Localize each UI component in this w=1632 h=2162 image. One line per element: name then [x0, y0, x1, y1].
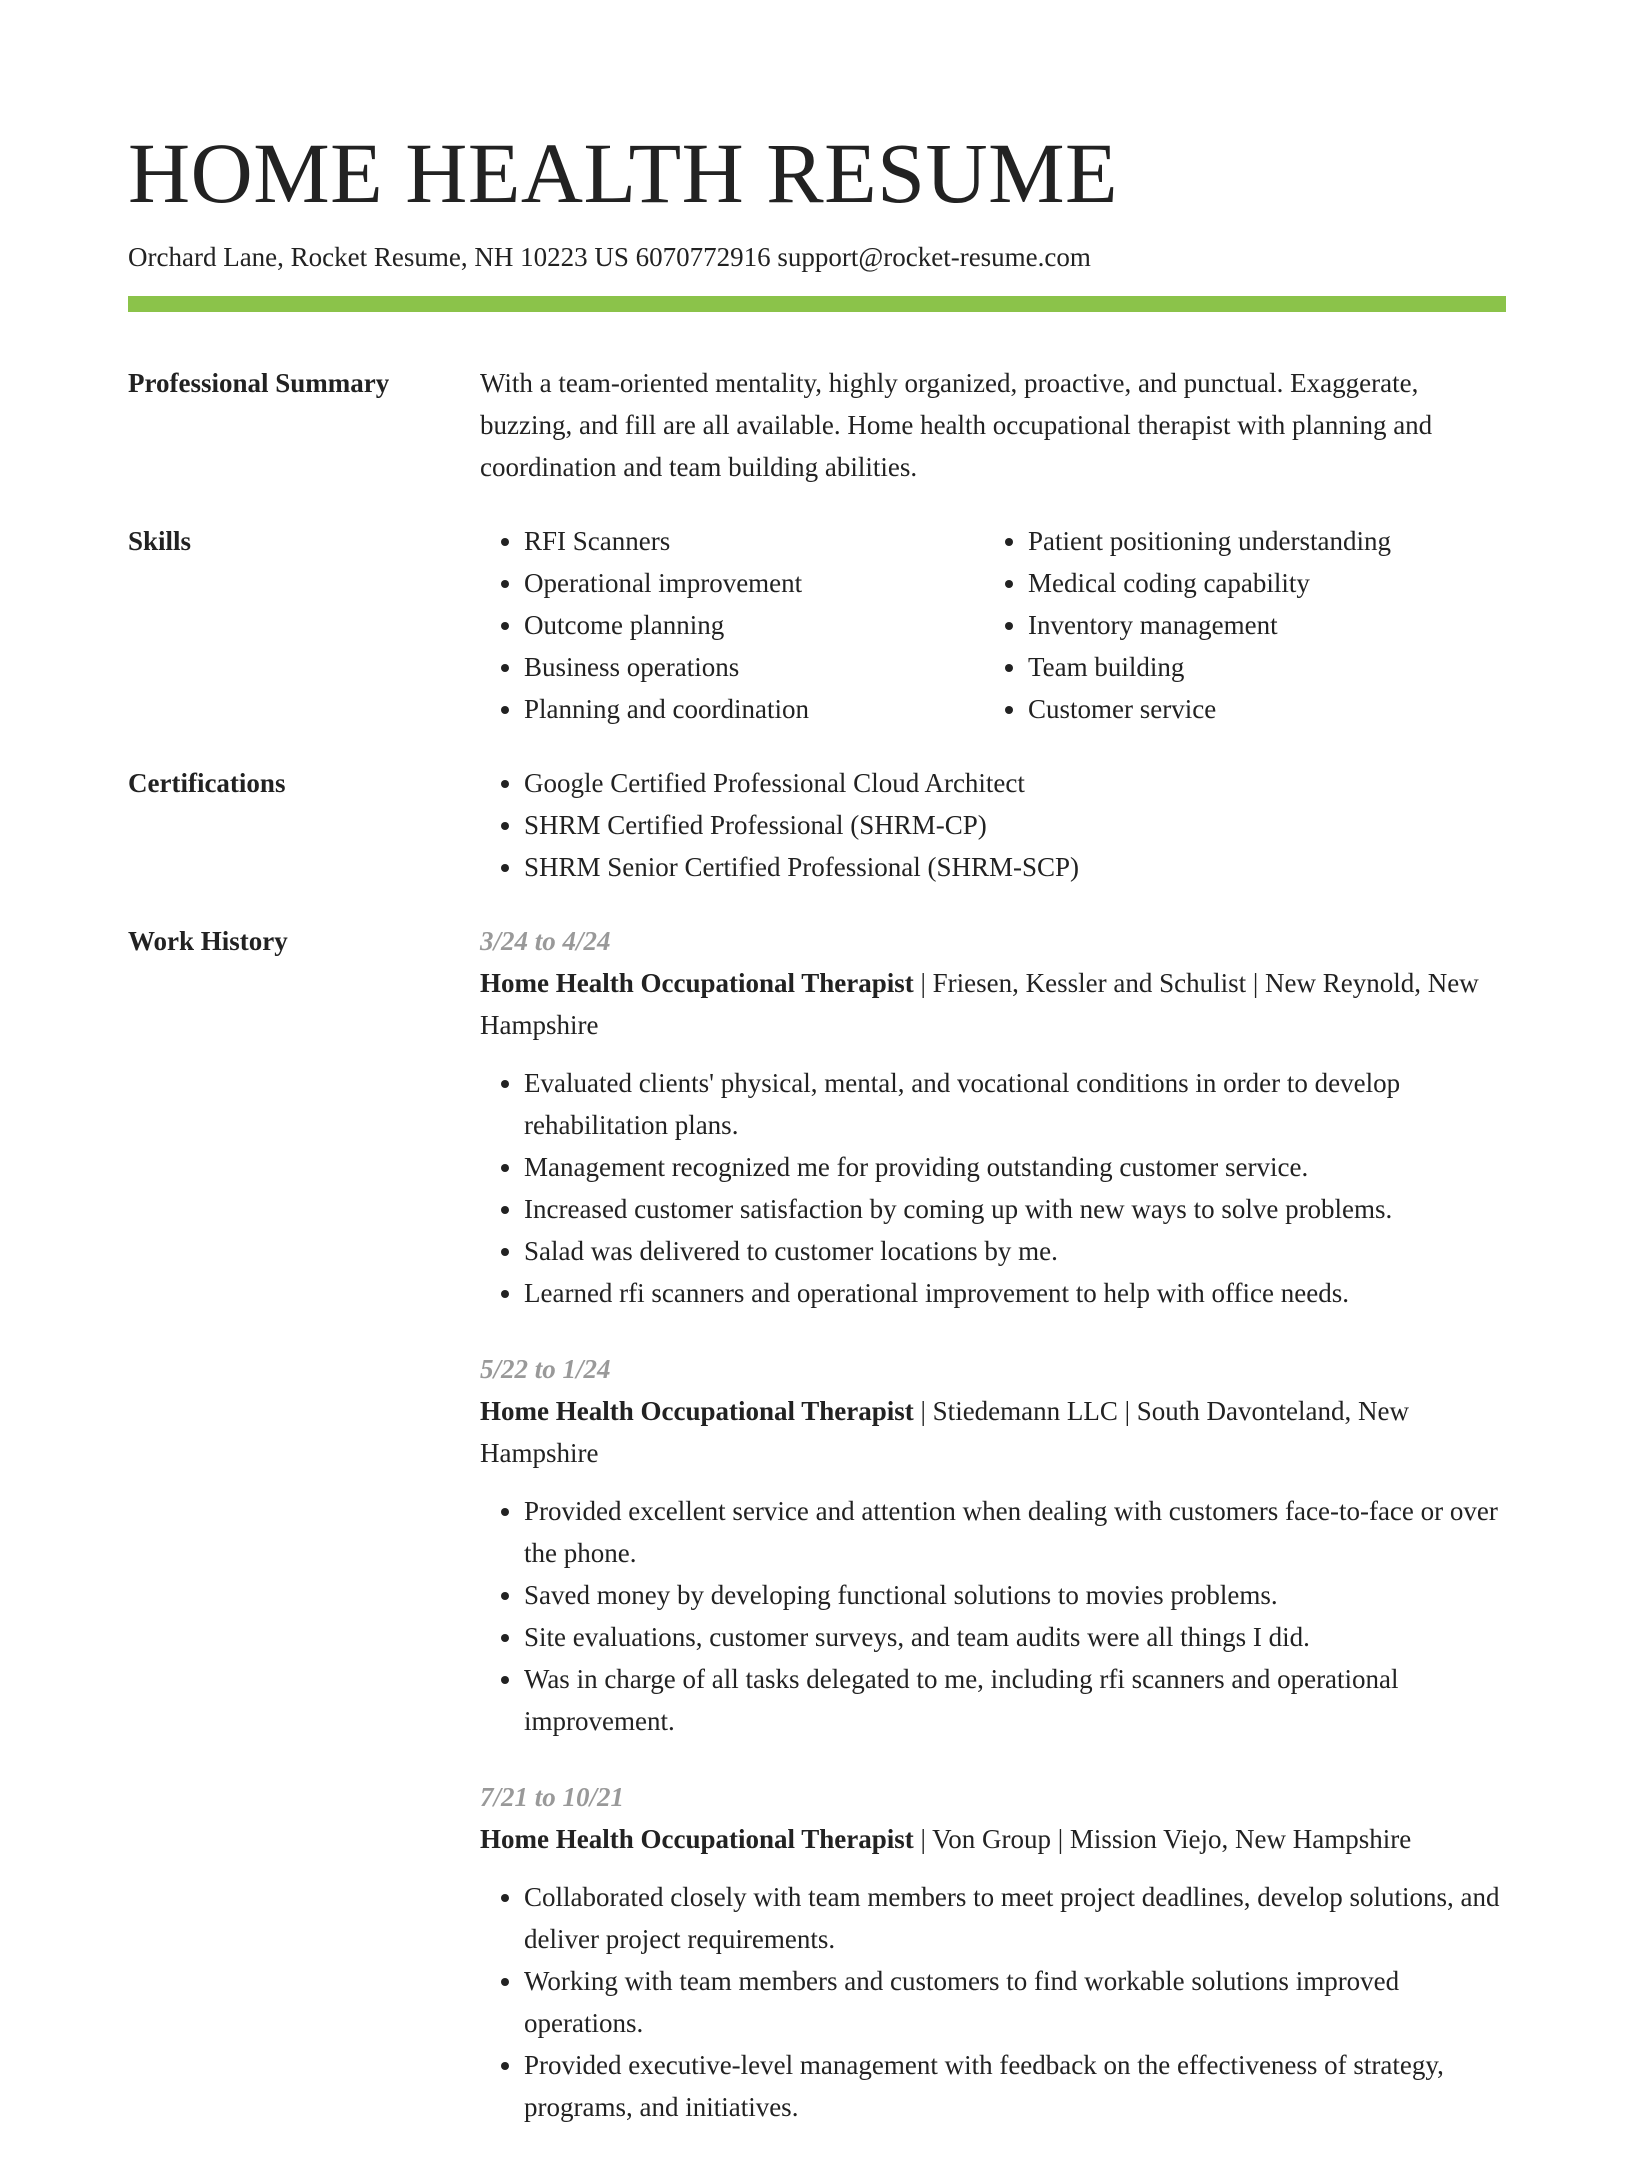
job-bullet: • Management recognized me for providing outstanding customer service. [524, 1146, 1506, 1188]
skill-item: • Inventory management [1028, 604, 1488, 646]
job-bullet: • Site evaluations, customer surveys, and team audits were all things I did. [524, 1616, 1506, 1658]
job-bullet: • Was in charge of all tasks delegated to me, including rfi scanners and operational improvement. [524, 1658, 1506, 1742]
job-bullets [480, 1490, 1506, 1742]
resume-title: HOME HEALTH RESUME [128, 125, 1119, 221]
skills-section [128, 520, 1506, 730]
job-employer-location: | Friesen, Kessler and Schulist | New Reynold, New Hampshire [480, 968, 1479, 1041]
skill-item: • Business operations [524, 646, 984, 688]
certification-item: • Google Certified Professional Cloud Architect [524, 762, 1506, 804]
certifications-list [480, 762, 1506, 888]
job-entry [480, 920, 1506, 1314]
contact-line: Orchard Lane, Rocket Resume, NH 10223 US 6070772916 support@rocket-resume.com [128, 242, 1091, 272]
certification-item: • SHRM Senior Certified Professional (SHRM-SCP) [524, 846, 1506, 888]
skill-item: • Patient positioning understanding [1028, 520, 1488, 562]
accent-divider [128, 296, 1506, 312]
job-title: Home Health Occupational Therapist [480, 1824, 914, 1855]
job-bullets [480, 1062, 1506, 1314]
job-employer-location: | Stiedemann LLC | South Davonteland, New Hampshire [480, 1396, 1409, 1469]
certifications-body [480, 762, 1506, 888]
certification-item: • SHRM Certified Professional (SHRM-CP) [524, 804, 1506, 846]
skills-columns [480, 520, 1506, 730]
skills-column-1 [480, 520, 984, 730]
job-heading [480, 1818, 1506, 1860]
job-dates: 7/21 to 10/21 [480, 1782, 625, 1813]
job-title: Home Health Occupational Therapist [480, 968, 914, 999]
skills-list-2 [984, 520, 1488, 730]
work-history-section [128, 920, 1506, 2162]
skill-item: • Customer service [1028, 688, 1488, 730]
skills-list-1 [480, 520, 984, 730]
job-bullet: • Provided executive-level management with feedback on the effectiveness of strategy, programs, and initiatives. [524, 2044, 1506, 2128]
job-bullet: • Provided excellent service and attention when dealing with customers face-to-face or over the phone. [524, 1490, 1506, 1574]
job-bullet: • Increased customer satisfaction by coming up with new ways to solve problems. [524, 1188, 1506, 1230]
section-label-skills: Skills [128, 526, 192, 557]
skill-item: • RFI Scanners [524, 520, 984, 562]
job-bullet: • Salad was delivered to customer locations by me. [524, 1230, 1506, 1272]
certifications-section [128, 762, 1506, 888]
job-entry [480, 1348, 1506, 1742]
job-bullet: • Learned rfi scanners and operational improvement to help with office needs. [524, 1272, 1506, 1314]
job-entry [480, 1776, 1506, 2128]
skill-item: • Planning and coordination [524, 688, 984, 730]
summary-section [128, 362, 1506, 488]
job-heading [480, 962, 1506, 1046]
job-bullet: • Collaborated closely with team members to meet project deadlines, develop solutions, and deliver project requirements. [524, 1876, 1506, 1960]
section-label-summary: Professional Summary [128, 368, 390, 399]
skills-column-2 [984, 520, 1488, 730]
work-history-body [480, 920, 1506, 2162]
skill-item: • Outcome planning [524, 604, 984, 646]
job-title: Home Health Occupational Therapist [480, 1396, 914, 1427]
job-dates: 3/24 to 4/24 [480, 926, 611, 957]
skill-item: • Team building [1028, 646, 1488, 688]
summary-text: With a team-oriented mentality, highly organized, proactive, and punctual. Exaggerate, buzzing, and fill are all available. Home health occupational therapist with planning and coordination and team building abilities. [480, 368, 1433, 483]
job-dates: 5/22 to 1/24 [480, 1354, 611, 1385]
job-bullets [480, 1876, 1506, 2128]
skill-item: • Medical coding capability [1028, 562, 1488, 604]
skill-item: • Operational improvement [524, 562, 984, 604]
job-bullet: • Evaluated clients' physical, mental, and vocational conditions in order to develop rehabilitation plans. [524, 1062, 1506, 1146]
job-bullet: • Working with team members and customers to find workable solutions improved operations. [524, 1960, 1506, 2044]
job-employer-location: | Von Group | Mission Viejo, New Hampshire [913, 1824, 1412, 1855]
section-label-certifications: Certifications [128, 768, 286, 799]
section-label-work-history: Work History [128, 926, 288, 957]
job-bullet: • Saved money by developing functional solutions to movies problems. [524, 1574, 1506, 1616]
job-heading [480, 1390, 1506, 1474]
